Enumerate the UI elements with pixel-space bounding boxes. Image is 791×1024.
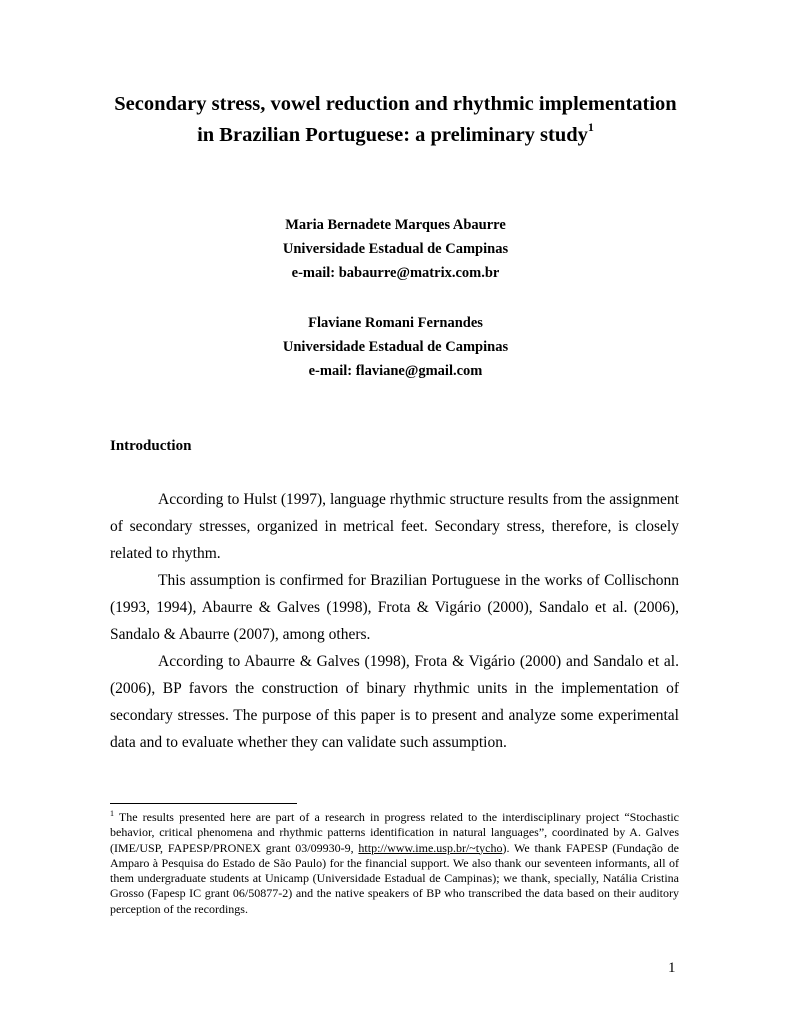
author-affiliation: Universidade Estadual de Campinas (282, 241, 509, 257)
footnote-link[interactable]: http://www.ime.usp.br/~tycho (358, 840, 503, 855)
author-affiliation: Universidade Estadual de Campinas (282, 339, 509, 355)
section-heading-introduction: Introduction (110, 438, 192, 454)
footnote (110, 810, 679, 917)
page-number: 1 (668, 960, 676, 976)
author-name: Maria Bernadete Marques Abaurre (285, 217, 506, 233)
author-email: e-mail: flaviane@gmail.com (308, 363, 483, 379)
footnote-text-2: ). We thank FAPESP (Fundação de Amparo à Pesquisa do Estado de São Paulo) for the financial support. We also thank our seventeen informants, all of them undergraduate students at Unicamp (Universidade Estadual de Campinas); we thank, specially, Natália Cristina Grosso (Fapesp IC grant 06/50877-2) and the native speakers of BP who transcribed the data based on their auditory perception of the recordings. (110, 840, 679, 916)
title-line-1: Secondary stress, vowel reduction and rhythmic implementation (114, 93, 677, 115)
body-paragraph-3: According to Abaurre & Galves (1998), Frota & Vigário (2000) and Sandalo et al. (2006), BP favors the construction of binary rhythmic units in the implementation of secondary stresses. The purpose of this paper is to present and analyze some experimental data and to evaluate whether they can validate such assumption. (110, 653, 679, 751)
paper-title (80, 89, 711, 151)
author-email: e-mail: babaurre@matrix.com.br (291, 265, 500, 281)
author-block-1 (80, 213, 711, 285)
footnote-marker: 1 (110, 809, 114, 818)
author-name: Flaviane Romani Fernandes (308, 315, 483, 331)
body-paragraph-1: According to Hulst (1997), language rhythmic structure results from the assignment of secondary stresses, organized in metrical feet. Secondary stress, therefore, is closely related to rhythm. (110, 491, 679, 562)
title-line-2 (80, 120, 711, 151)
title-footnote-marker: 1 (587, 120, 594, 135)
title-line-2-text: in Brazilian Portuguese: a preliminary study (197, 124, 588, 146)
footnote-text-1: The results presented here are part of a research in progress related to the interdisciplinary project “Stochastic behavior, critical phenomena and rhythmic patterns identification in natural languages”, coordinated by A. Galves (IME/USP, FAPESP/PRONEX grant 03/09930-9, (110, 810, 679, 855)
body-paragraph-2: This assumption is confirmed for Brazilian Portuguese in the works of Collischonn (1993, 1994), Abaurre & Galves (1998), Frota & Vigário (2000), Sandalo et al. (2006), Sandalo & Abaurre (2007), among others. (110, 572, 679, 643)
author-block-2 (80, 311, 711, 383)
footnote-separator (110, 803, 297, 804)
